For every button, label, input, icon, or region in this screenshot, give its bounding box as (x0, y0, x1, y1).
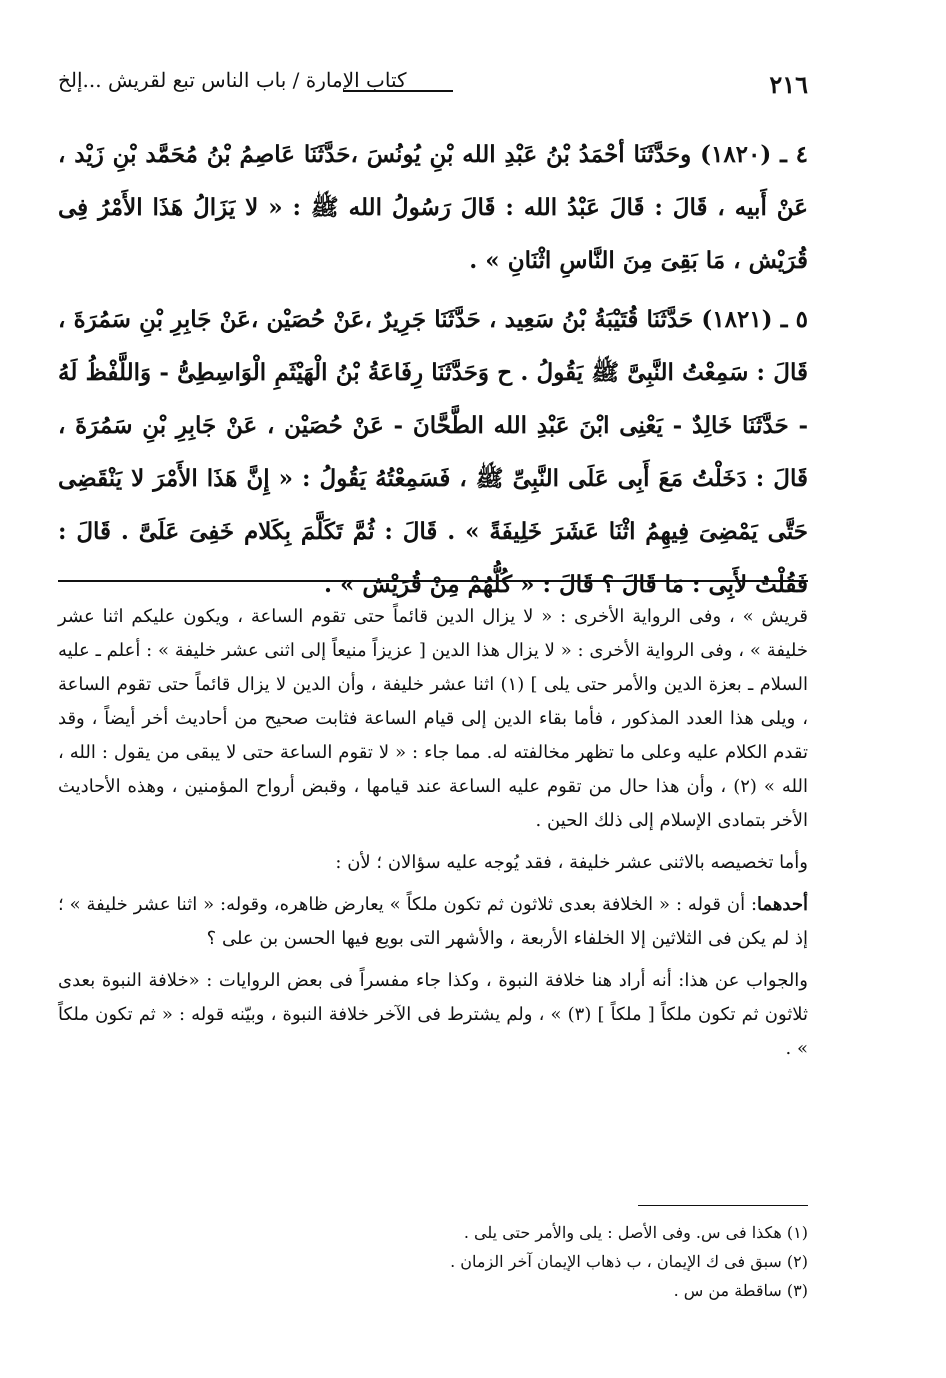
commentary-text (58, 600, 808, 1074)
footnote: (٣) ساقطة من س . (673, 1281, 808, 1300)
footnote-rule (638, 1205, 808, 1206)
commentary-paragraph (58, 888, 808, 956)
commentary-paragraph: وأما تخصيصه بالاثنى عشر خليفة ، فقد يُوجه عليه سؤالان ؛ لأن : (335, 852, 808, 873)
footnote: (٢) سبق فى ك الإيمان ، ب ذهاب الإيمان آخر الزمان . (450, 1252, 808, 1271)
paragraph-lead: أحدهما (757, 894, 808, 915)
footnote: (١) هكذا فى س. وفى الأصل : يلى والأمر حتى يلى . (463, 1223, 808, 1242)
footnotes (58, 1218, 808, 1305)
section-separator (58, 580, 808, 582)
paragraph-body: : أن قوله : « الخلافة بعدى ثلاثون ثم تكون ملكاً » يعارض ظاهره، وقوله: « اثنا عشر خليفة » ؛ إذ لم يكن فى الثلاثين إلا الخلفاء الأربعة ، والأشهر التى بويع فيها الحسن بن على ؟ (58, 894, 808, 949)
commentary-paragraph: قريش » ، وفى الرواية الأخرى : « لا يزال الدين قائماً حتى تقوم الساعة ، ويكون عليكم اثنا عشر خليفة » ، وفى الرواية الأخرى : « لا يزال هذا الدين [ عزيزاً منيعاً إلى اثنى عشر خليفة » : أعلم ـ عليه السلام ـ بعزة الدين والأمر حتى يلى ] (١) اثنا عشر خليفة ، وأن الدين لا يزال قائماً حتى تقوم الساعة ، ويلى هذا العدد المذكور ، فأما بقاء الدين إلى قيام الساعة فثابت صحيح من أحاديث أخر أيضاً ، وقد تقدم الكلام عليه وعلى ما تظهر مخالفته له. مما جاء : « لا تقوم الساعة حتى لا يبقى من يقول : الله ، الله » (٢) ، وأن هذا حال من تقوم عليه الساعة عند قيامها ، وقبض أرواح المؤمنين ، وهذه الأحاديث الأخر بتمادى الإسلام إلى ذلك الحين . (58, 606, 808, 831)
book-page (58, 60, 808, 1360)
running-title: كتاب الإمارة / باب الناس تبع لقريش ...إلخ (58, 68, 407, 92)
hadith-1820: ٤ ـ (١٨٢٠) وحَدَّثَنَا أحْمَدُ بْنُ عَبْدِ الله بْنِ يُونُسَ ،حَدَّثَنَا عَاصِمُ بْنُ مُحَمَّد بْنِ زَيْد ، عَنْ أَبيه ، قَالَ : قَالَ عَبْدُ الله : قَالَ رَسُولُ الله ﷺ : « لا يَزَالُ هَذَا الأَمْرُ فِى قُرَيْش ، مَا بَقِىَ مِنَ النَّاسِ اثْنَانِ » . (58, 141, 809, 274)
hadith-1821: ٥ ـ (١٨٢١) حَدَّثَنَا قُتَيْبَةُ بْنُ سَعِيد ، حَدَّثَنَا جَرِيرٌ ،عَنْ حُصَيْن ،عَنْ جَابِرِ بْنِ سَمُرَةَ ، قَالَ : سَمِعْتُ النَّبِىَّ ﷺ يَقُولُ . ح وَحَدَّثَنَا رِفَاعَةُ بْنُ الْهَيْثَمِ الْوَاسِطِىُّ - وَاللَّفْظُ لَهُ - حَدَّثَنَا خَالِدٌ - يَعْنِى ابْنَ عَبْدِ الله الطَّحَّانَ - عَنْ حُصَيْن ، عَنْ جَابِرِ بْنِ سَمُرَةَ ، قَالَ : دَخَلْتُ مَعَ أَبِى عَلَى النَّبِىِّ ﷺ ، فَسَمِعْتُهُ يَقُولُ : « إِنَّ هَذَا الأَمْرَ لا يَنْقَضِى حَتَّى يَمْضِىَ فِيهِمُ اثْنَا عَشَرَ خَلِيفَةً » . قَالَ : ثُمَّ تَكَلَّمَ بِكَلام خَفِىَ عَلَىَّ . قَالَ : فَقُلْتُ لأَبِى : مَا قَالَ ؟ قَالَ : « كُلُّهُمْ مِنْ قُرَيْش » . (58, 306, 808, 598)
running-header (58, 60, 808, 102)
hadith-text (58, 128, 808, 617)
page-number: ٢١٦ (769, 70, 808, 99)
commentary-paragraph: والجواب عن هذا: أنه أراد هنا خلافة النبوة ، وكذا جاء مفسراً فى بعض الروايات : «خلافة النبوة بعدى ثلاثون ثم تكون ملكاً [ ملكاً ] (٣) » ، ولم يشترط فى الآخر خلافة النبوة ، وبيّنه قوله : « ثم تكون ملكاً » . (58, 970, 808, 1059)
